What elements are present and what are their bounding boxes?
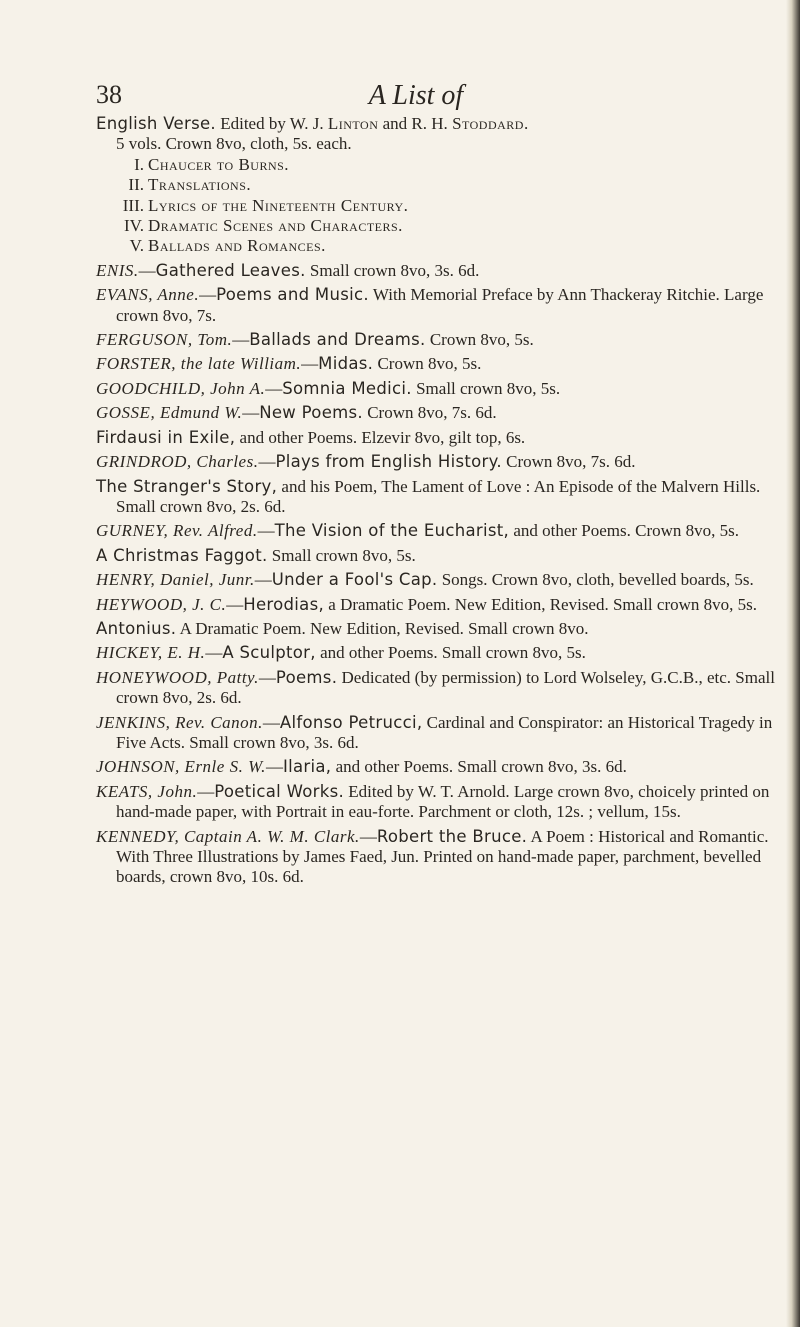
book-list (96, 114, 776, 888)
entry-title: Somnia Medici. (282, 378, 412, 398)
entry-title: Ilaria, (282, 757, 332, 777)
entry-author: FERGUSON, Tom. (96, 330, 233, 350)
page-number: 38 (96, 80, 122, 109)
entry-details: 5 vols. Crown 8vo, cloth, 5s. each. (116, 134, 352, 154)
entry-details: With Memorial Preface by Ann Thackeray Ritchie. Large crown 8vo, 7s. (116, 285, 764, 325)
list-item (96, 546, 776, 566)
entry-title: Antonius. (96, 618, 177, 638)
list-item: GRINDROD, Charles.—Plays from English History. Crown 8vo, 7s. 6d. (96, 452, 636, 472)
entry-title: Plays from English History. (275, 452, 502, 472)
list-item (96, 428, 776, 448)
volume-name: Lyrics of the Nineteenth Century. (148, 195, 409, 215)
entry-details: a Dramatic Poem. New Edition, Revised. Small crown 8vo, 5s. (324, 594, 757, 614)
entry-title: New Poems. (259, 403, 363, 423)
entry-title: Poems. (275, 667, 338, 687)
volume-name: Dramatic Scenes and Characters. (148, 216, 403, 236)
entry-details: Crown 8vo, 5s. (425, 330, 534, 350)
entry-title: Poetical Works. (214, 781, 345, 801)
entry-title: The Vision of the Eucharist, (274, 521, 510, 541)
entry-details: Crown 8vo, 7s. 6d. (501, 452, 636, 472)
volume-name: Ballads and Romances. (148, 236, 326, 256)
entry-details: Small crown 8vo, 5s. (267, 545, 416, 565)
entry-author: JENKINS, Rev. Canon. (96, 712, 263, 732)
entry-title: Alfonso Petrucci, (279, 712, 423, 732)
volume-number: IV. (124, 216, 144, 236)
editor-name: Linton (327, 114, 379, 133)
running-title: A List of (368, 80, 464, 111)
volume-name: Translations. (148, 175, 252, 195)
entry-details: and R. H. (378, 114, 453, 133)
entry-author: JOHNSON, Ernle S. W. (96, 757, 266, 777)
volume-number: II. (128, 175, 144, 195)
volume-number: V. (129, 236, 144, 256)
volume-name: Chaucer to Burns. (148, 154, 290, 174)
entry-author: GRINDROD, Charles. (96, 452, 259, 472)
entry-author: KEATS, John. (96, 781, 198, 801)
entry-title: A Sculptor, (222, 643, 316, 663)
list-item: GURNEY, Rev. Alfred.—The Vision of the Eucharist, and other Poems. Crown 8vo, 5s. (96, 521, 740, 541)
entry-title: English Verse. (96, 114, 216, 133)
entry-title: Under a Fool's Cap. (271, 570, 438, 590)
entry-details: Small crown 8vo, 3s. 6d. (305, 260, 480, 280)
list-item: KENNEDY, Captain A. W. M. Clark.—Robert the Bruce. A Poem : Historical and Romantic. With Three Illustrations by James Faed, Jun. Printed on hand-made paper, parchment, bevelled boards, crown 8vo, 10s. 6d. (96, 826, 769, 887)
volume-item (96, 196, 776, 216)
entry-details: Cardinal and Conspirator: an Historical Tragedy in Five Acts. Small crown 8vo, 3s. 6d. (116, 712, 773, 752)
entry-details: Edited by W. J. (215, 114, 328, 133)
volume-number: I. (134, 154, 144, 174)
entry-title: Gathered Leaves. (155, 260, 306, 280)
entry-author: GOSSE, Edmund W. (96, 403, 243, 423)
entry-details: and other Poems. Small crown 8vo, 3s. 6d. (331, 757, 627, 777)
entry-title: Firdausi in Exile, (96, 427, 236, 447)
entry-details: Dedicated (by permission) to Lord Wolseley, G.C.B., etc. Small crown 8vo, 2s. 6d. (116, 667, 775, 708)
volume-list (96, 155, 776, 257)
entry-details: A Dramatic Poem. New Edition, Revised. Small crown 8vo. (176, 618, 589, 638)
editor-name: Stoddard. (452, 114, 529, 133)
entry-details: Songs. Crown 8vo, cloth, bevelled boards, 5s. (437, 570, 754, 590)
entry-english-verse (96, 114, 776, 134)
list-item (96, 477, 776, 518)
entry-details: A Poem : Historical and Romantic. With Three Illustrations by James Faed, Jun. Printed on hand-made paper, parchment, bevelled boards, crown 8vo, 10s. 6d. (116, 826, 769, 887)
entry-details: and other Poems. Elzevir 8vo, gilt top, 6s. (235, 427, 526, 447)
list-item: GOODCHILD, John A.—Somnia Medici. Small crown 8vo, 5s. (96, 378, 561, 398)
entry-author: HICKEY, E. H. (96, 643, 206, 663)
entry-author: GURNEY, Rev. Alfred. (96, 521, 258, 541)
volume-item (96, 175, 776, 195)
list-item: EVANS, Anne.—Poems and Music. With Memorial Preface by Ann Thackeray Ritchie. Large crown 8vo, 7s. (96, 285, 764, 325)
entry-title: Midas. (318, 354, 374, 374)
entry-details: Crown 8vo, 7s. 6d. (362, 403, 497, 423)
list-item (96, 619, 776, 639)
entry-title: Poems and Music. (216, 285, 369, 305)
entry-author: EVANS, Anne. (96, 285, 200, 305)
entry-title: Robert the Bruce. (376, 826, 528, 846)
list-item: JOHNSON, Ernle S. W.—Ilaria, and other Poems. Small crown 8vo, 3s. 6d. (96, 757, 627, 777)
volume-item (96, 236, 776, 256)
entry-details: and other Poems. Small crown 8vo, 5s. (315, 643, 586, 663)
list-item: JENKINS, Rev. Canon.—Alfonso Petrucci, Cardinal and Conspirator: an Historical Tragedy in Five Acts. Small crown 8vo, 3s. 6d. (96, 712, 773, 752)
list-item: HENRY, Daniel, Junr.—Under a Fool's Cap. Songs. Crown 8vo, cloth, bevelled boards, 5s. (96, 570, 754, 590)
entry-details: Edited by W. T. Arnold. Large crown 8vo, choicely printed on hand-made paper, with Portrait in eau-forte. Parchment or cloth, 12s. ; vellum, 15s. (116, 781, 770, 822)
entry-author: GOODCHILD, John A. (96, 378, 266, 398)
entry-title: The Stranger's Story, (96, 476, 278, 496)
entry-title: A Christmas Faggot. (96, 545, 268, 565)
entry-details: Small crown 8vo, 5s. (411, 378, 561, 398)
volume-number: III. (122, 195, 144, 215)
entry-details: Crown 8vo, 5s. (373, 354, 482, 374)
entry-author: KENNEDY, Captain A. W. M. Clark. (96, 826, 360, 846)
volume-item (96, 216, 776, 236)
list-item: HEYWOOD, J. C.—Herodias, a Dramatic Poem. New Edition, Revised. Small crown 8vo, 5s. (96, 594, 757, 614)
page-edge (786, 0, 800, 1327)
list-item: GOSSE, Edmund W.—New Poems. Crown 8vo, 7s. 6d. (96, 403, 497, 423)
entry-author: FORSTER, the late William. (96, 354, 302, 374)
entry-author: HENRY, Daniel, Junr. (96, 570, 255, 590)
list-item: HONEYWOOD, Patty.—Poems. Dedicated (by permission) to Lord Wolseley, G.C.B., etc. Small crown 8vo, 2s. 6d. (96, 667, 775, 708)
entry-details: and his Poem, The Lament of Love : An Episode of the Malvern Hills. Small crown 8vo, 2s. 6d. (116, 476, 761, 516)
entry-list (96, 261, 776, 888)
entry-author: HEYWOOD, J. C. (96, 594, 227, 614)
list-item: HICKEY, E. H.—A Sculptor, and other Poems. Small crown 8vo, 5s. (96, 643, 586, 663)
list-item: FORSTER, the late William.—Midas. Crown 8vo, 5s. (96, 354, 482, 374)
entry-author: ENIS. (96, 260, 139, 280)
list-item: ENIS.—Gathered Leaves. Small crown 8vo, 3s. 6d. (96, 260, 480, 280)
entry-details: and other Poems. Crown 8vo, 5s. (509, 521, 740, 541)
entry-author: HONEYWOOD, Patty. (96, 667, 259, 687)
volume-item (96, 155, 776, 175)
entry-title: Ballads and Dreams. (249, 330, 426, 350)
list-item: FERGUSON, Tom.—Ballads and Dreams. Crown 8vo, 5s. (96, 330, 534, 350)
entry-title: Herodias, (243, 594, 325, 614)
list-item: KEATS, John.—Poetical Works. Edited by W. T. Arnold. Large crown 8vo, choicely printed on hand-made paper, with Portrait in eau-forte. Parchment or cloth, 12s. ; vellum, 15s. (96, 781, 770, 822)
